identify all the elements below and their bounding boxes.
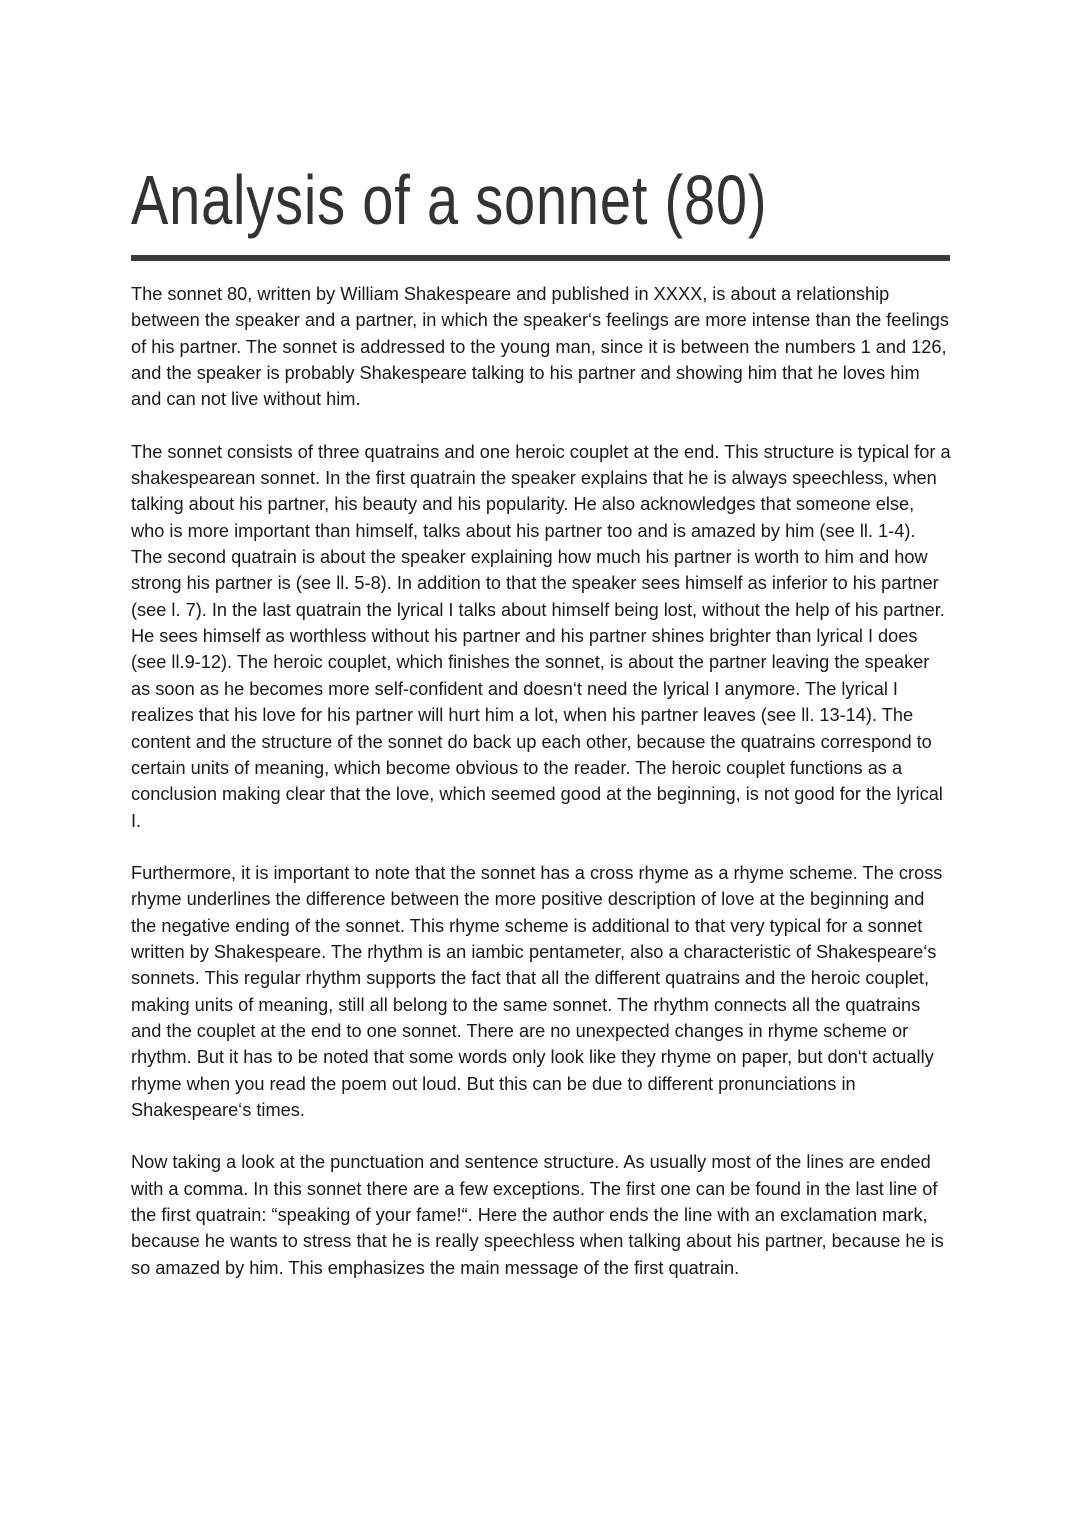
paragraph-punctuation: Now taking a look at the punctuation and sentence structure. As usually most of the lines are ended with a comma. In this sonnet there are a few exceptions. The first one can be found in the last line of the first quatrain: “speaking of your fame!“. Here the author ends the line with an exclamation mark, because he wants to stress that he is really speechless when talking about his partner, because he is so amazed by him. This emphasizes the main message of the first quatrain.: [131, 1152, 944, 1278]
document-title: Analysis of a sonnet (80): [131, 161, 768, 239]
document-page: [131, 160, 951, 1307]
title-divider: [131, 255, 950, 261]
document-body: [131, 281, 951, 1281]
paragraph-introduction: The sonnet 80, written by William Shakespeare and published in XXXX, is about a relationship between the speaker and a partner, in which the speaker‘s feelings are more intense than the feelings of his partner. The sonnet is addressed to the young man, since it is between the numbers 1 and 126, and the speaker is probably Shakespeare talking to his partner and showing him that he loves him and can not live without him.: [131, 284, 949, 410]
paragraph-structure: The sonnet consists of three quatrains and one heroic couplet at the end. This structure is typical for a shakespearean sonnet. In the first quatrain the speaker explains that he is always speechless, when talking about his partner, his beauty and his popularity. He also acknowledges that someone else, who is more important than himself, talks about his partner too and is amazed by him (see ll. 1-4). The second quatrain is about the speaker explaining how much his partner is worth to him and how strong his partner is (see ll. 5-8). In addition to that the speaker sees himself as inferior to his partner (see l. 7). In the last quatrain the lyrical I talks about himself being lost, without the help of his partner. He sees himself as worthless without his partner and his partner shines brighter than lyrical I does (see ll.9-12). The heroic couplet, which finishes the sonnet, is about the partner leaving the speaker as soon as he becomes more self-confident and doesn‘t need the lyrical I anymore. The lyrical I realizes that his love for his partner will hurt him a lot, when his partner leaves (see ll. 13-14). The content and the structure of the sonnet do back up each other, because the quatrains correspond to certain units of meaning, which become obvious to the reader. The heroic couplet functions as a conclusion making clear that the love, which seemed good at the beginning, is not good for the lyrical I.: [131, 441, 951, 831]
paragraph-rhyme-rhythm: Furthermore, it is important to note that the sonnet has a cross rhyme as a rhyme scheme. The cross rhyme underlines the difference between the more positive description of love at the beginning and the negative ending of the sonnet. This rhyme scheme is additional to that very typical for a sonnet written by Shakespeare. The rhythm is an iambic pentameter, also a characteristic of Shakespeare‘s sonnets. This regular rhythm supports the fact that all the different quatrains and the heroic couplet, making units of meaning, still all belong to the same sonnet. The rhythm connects all the quatrains and the couplet at the end to one sonnet. There are no unexpected changes in rhyme scheme or rhythm. But it has to be noted that some words only look like they rhyme on paper, but don‘t actually rhyme when you read the poem out loud. But this can be due to different pronunciations in Shakespeare‘s times.: [131, 862, 943, 1120]
